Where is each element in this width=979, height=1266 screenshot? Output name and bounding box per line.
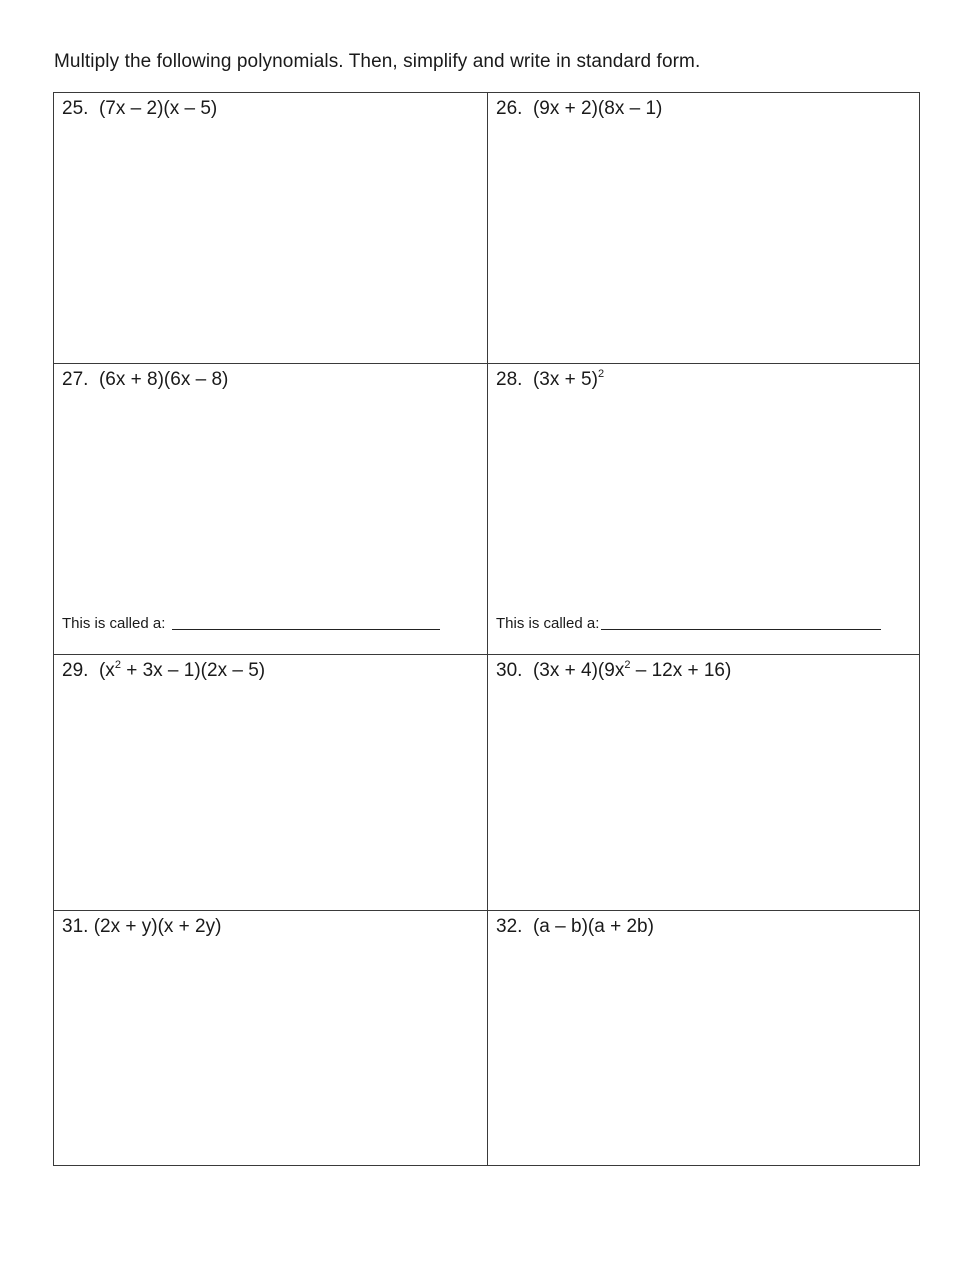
problem-cell-27[interactable] bbox=[54, 364, 487, 654]
worksheet-instructions: Multiply the following polynomials. Then, simplify and write in standard form. bbox=[54, 51, 701, 72]
problem-cell-32[interactable] bbox=[488, 911, 921, 1165]
problem-cell-25[interactable] bbox=[54, 93, 487, 363]
problem-number: 30. bbox=[496, 660, 523, 681]
problem-expression: (3x + 5) bbox=[532, 369, 598, 390]
problem-text bbox=[496, 369, 604, 391]
answer-blank[interactable] bbox=[601, 628, 881, 630]
problem-text bbox=[62, 660, 265, 682]
problem-expression-start: (x bbox=[98, 660, 115, 681]
problem-expression-end: – 12x + 16) bbox=[630, 660, 732, 681]
problem-number: 31. bbox=[62, 916, 89, 937]
problem-number: 27. bbox=[62, 369, 89, 390]
exponent: 2 bbox=[597, 368, 605, 380]
problem-number: 26. bbox=[496, 98, 523, 119]
problem-expression: (7x – 2)(x – 5) bbox=[98, 98, 218, 119]
problem-cell-29[interactable] bbox=[54, 655, 487, 910]
problem-text bbox=[496, 916, 654, 938]
problem-text bbox=[62, 916, 221, 938]
problem-text bbox=[496, 660, 731, 682]
problem-text bbox=[62, 369, 228, 391]
problem-expression: (6x + 8)(6x – 8) bbox=[98, 369, 229, 390]
problem-cell-31[interactable] bbox=[54, 911, 487, 1165]
called-prompt bbox=[62, 615, 440, 632]
problem-text bbox=[62, 98, 217, 120]
problem-cell-30[interactable] bbox=[488, 655, 921, 910]
problem-number: 29. bbox=[62, 660, 89, 681]
problem-number: 25. bbox=[62, 98, 89, 119]
called-prompt bbox=[496, 615, 881, 632]
exponent: 2 bbox=[624, 659, 631, 671]
problem-grid bbox=[53, 92, 920, 1166]
exponent: 2 bbox=[114, 659, 121, 671]
problem-expression: (a – b)(a + 2b) bbox=[532, 916, 654, 937]
problem-expression: (9x + 2)(8x – 1) bbox=[532, 98, 663, 119]
problem-text bbox=[496, 98, 662, 120]
called-label: This is called a: bbox=[496, 615, 600, 632]
problem-number: 28. bbox=[496, 369, 523, 390]
problem-expression-start: (3x + 4)(9x bbox=[532, 660, 625, 681]
problem-expression-end: + 3x – 1)(2x – 5) bbox=[120, 660, 266, 681]
called-label: This is called a: bbox=[62, 615, 166, 632]
problem-number: 32. bbox=[496, 916, 523, 937]
answer-blank[interactable] bbox=[172, 628, 440, 630]
problem-cell-28[interactable] bbox=[488, 364, 921, 654]
problem-cell-26[interactable] bbox=[488, 93, 921, 363]
problem-expression: (2x + y)(x + 2y) bbox=[93, 916, 222, 937]
